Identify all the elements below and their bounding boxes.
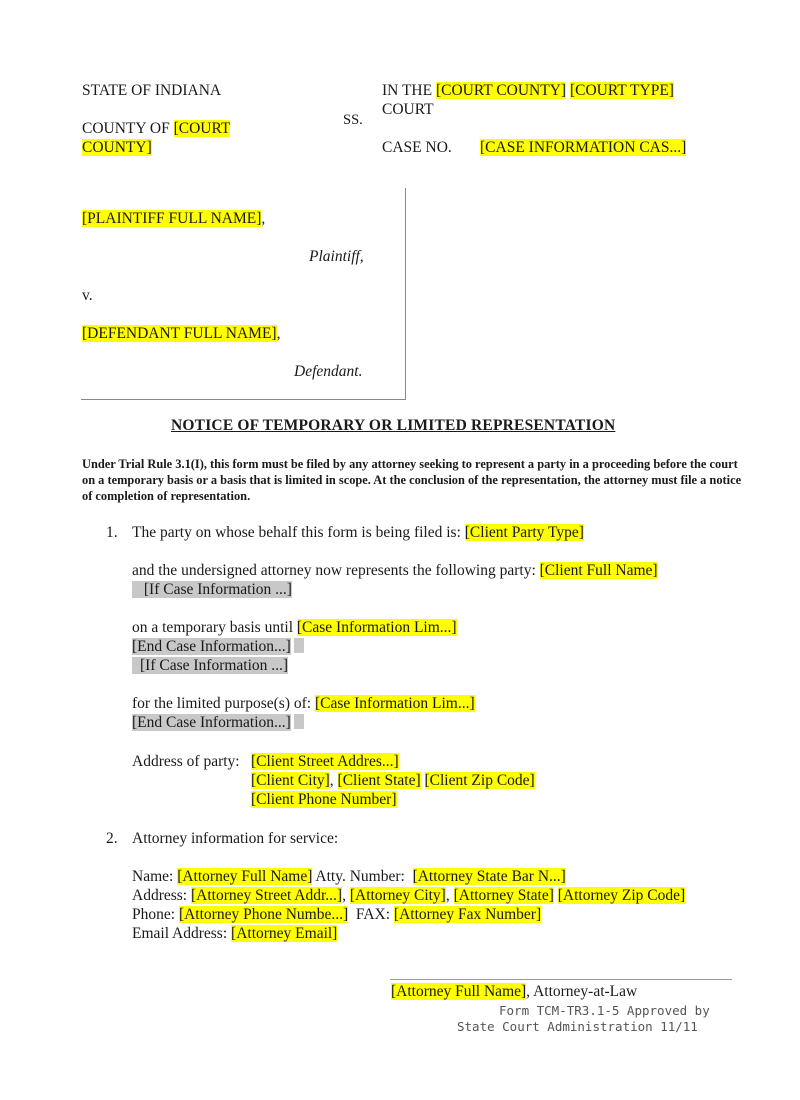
attorney-phone-field[interactable]: [Attorney Phone Numbe...] xyxy=(178,906,349,923)
defendant-comma: , xyxy=(276,325,281,342)
plaintiff-line xyxy=(82,209,265,228)
state-heading: STATE OF INDIANA xyxy=(82,82,222,99)
defendant-label: Defendant. xyxy=(294,363,363,380)
signature-line xyxy=(390,979,732,980)
case-no-field[interactable]: [CASE INFORMATION CAS...] xyxy=(480,139,687,156)
court-county-field[interactable]: [COURT COUNTY] xyxy=(435,82,567,99)
case-no-label: CASE NO. xyxy=(382,139,452,156)
attorney-bar-number-field[interactable]: [Attorney State Bar N...] xyxy=(412,868,566,885)
case-info-limited-field-1[interactable]: [Case Information Lim...] xyxy=(296,619,457,636)
plaintiff-label: Plaintiff, xyxy=(309,248,364,265)
caption-vertical-rule xyxy=(405,188,406,400)
address-label: Address: xyxy=(132,887,188,904)
end-case-line-1 xyxy=(132,637,304,656)
form-number: Form TCM-TR3.1-5 Approved by xyxy=(499,1003,710,1018)
represents-line xyxy=(132,561,658,580)
versus-label: v. xyxy=(82,287,93,304)
client-phone-field[interactable]: [Client Phone Number] xyxy=(251,791,397,808)
fax-label: FAX: xyxy=(355,906,391,923)
client-party-type-field[interactable]: [Client Party Type] xyxy=(464,524,584,541)
instructions-paragraph: Under Trial Rule 3.1(I), this form must be filed by any attorney seeking to represent a party in a proceeding before the court on a temporary basis or a basis that is limited in scope. At the conclusion of the representation, the attorney must file a notice of completion of representation. xyxy=(82,457,742,503)
county-label: COUNTY OF xyxy=(82,120,170,137)
temporary-text: on a temporary basis until xyxy=(132,619,293,636)
phone-label: Phone: xyxy=(132,906,176,923)
attorney-zip-field[interactable]: [Attorney Zip Code] xyxy=(557,887,686,904)
county-line-2 xyxy=(82,138,152,157)
item-2-number: 2. xyxy=(106,830,118,847)
client-full-name-field[interactable]: [Client Full Name] xyxy=(539,562,658,579)
plaintiff-comma: , xyxy=(261,210,266,227)
client-street-field[interactable]: [Client Street Addres...] xyxy=(251,753,399,770)
attorney-email-field[interactable]: [Attorney Email] xyxy=(231,925,338,942)
end-case-line-2 xyxy=(132,713,304,732)
attorney-address-line: Address: [Attorney Street Addr...], [Attorney City], [Attorney State] [Attorney Zip Code] xyxy=(132,887,686,904)
if-case-information-field-2[interactable]: [If Case Information ...] xyxy=(132,657,288,674)
attorney-street-field[interactable]: [Attorney Street Addr...] xyxy=(190,887,343,904)
party-address-label: Address of party: xyxy=(132,753,240,770)
court-type-field[interactable]: [COURT TYPE] xyxy=(569,82,674,99)
end-case-information-field-2[interactable]: [End Case Information...] xyxy=(132,714,291,731)
field-marker-2 xyxy=(294,714,304,729)
item-1-number: 1. xyxy=(106,524,118,541)
court-label: COURT xyxy=(382,101,434,118)
field-marker-1 xyxy=(294,638,304,653)
court-county-field-1[interactable]: [COURT xyxy=(173,120,231,137)
limited-text: for the limited purpose(s) of: xyxy=(132,695,312,712)
name-label: Name: xyxy=(132,868,174,885)
attorney-phone-line xyxy=(132,905,541,924)
plaintiff-name-field[interactable]: [PLAINTIFF FULL NAME] xyxy=(82,210,262,227)
attorney-info-heading: Attorney information for service: xyxy=(132,830,339,847)
client-state-field[interactable]: [Client State] xyxy=(337,772,421,789)
represents-text: and the undersigned attorney now represents the following party: xyxy=(132,562,536,579)
party-type-line xyxy=(132,523,584,542)
case-info-limited-field-2[interactable]: [Case Information Lim...] xyxy=(314,695,475,712)
attorney-state-field[interactable]: [Attorney State] xyxy=(453,887,554,904)
form-approval: State Court Administration 11/11 xyxy=(457,1019,698,1034)
end-case-information-field-1[interactable]: [End Case Information...] xyxy=(132,638,291,655)
limited-purpose-line xyxy=(132,694,475,713)
document-title: NOTICE OF TEMPORARY OR LIMITED REPRESENTATION xyxy=(171,417,616,434)
party-phone-line xyxy=(251,790,397,809)
county-line xyxy=(82,119,230,138)
party-street-line xyxy=(251,752,399,771)
client-zip-field[interactable]: [Client Zip Code] xyxy=(424,772,535,789)
attorney-at-law-label: , Attorney-at-Law xyxy=(526,983,638,1000)
party-type-text: The party on whose behalf this form is being filed is: xyxy=(132,524,461,541)
temporary-line xyxy=(132,618,457,637)
conditional-line-2 xyxy=(132,656,288,675)
attorney-fax-field[interactable]: [Attorney Fax Number] xyxy=(393,906,542,923)
defendant-line xyxy=(82,324,280,343)
ss-mark: SS. xyxy=(343,112,363,128)
attorney-name-field[interactable]: [Attorney Full Name] xyxy=(177,868,313,885)
attorney-email-line xyxy=(132,924,337,943)
signature-attorney-name-field[interactable]: [Attorney Full Name] xyxy=(391,983,527,1000)
defendant-name-field[interactable]: [DEFENDANT FULL NAME] xyxy=(82,325,277,342)
email-label: Email Address: xyxy=(132,925,228,942)
in-the-label: IN THE xyxy=(382,82,433,99)
court-county-field-2[interactable]: COUNTY] xyxy=(82,139,152,156)
attorney-name-line xyxy=(132,867,566,886)
atty-number-label: Atty. Number: xyxy=(315,868,405,885)
signature-name-line xyxy=(391,982,637,1001)
caption-horizontal-rule xyxy=(81,399,406,400)
party-city-line: [Client City], [Client State] [Client Zip Code] xyxy=(251,772,535,789)
client-city-field[interactable]: [Client City] xyxy=(251,772,330,789)
conditional-line-1 xyxy=(132,580,292,599)
court-line xyxy=(382,81,674,100)
attorney-city-field[interactable]: [Attorney City] xyxy=(349,887,446,904)
if-case-information-field-1[interactable]: [If Case Information ...] xyxy=(132,581,292,598)
